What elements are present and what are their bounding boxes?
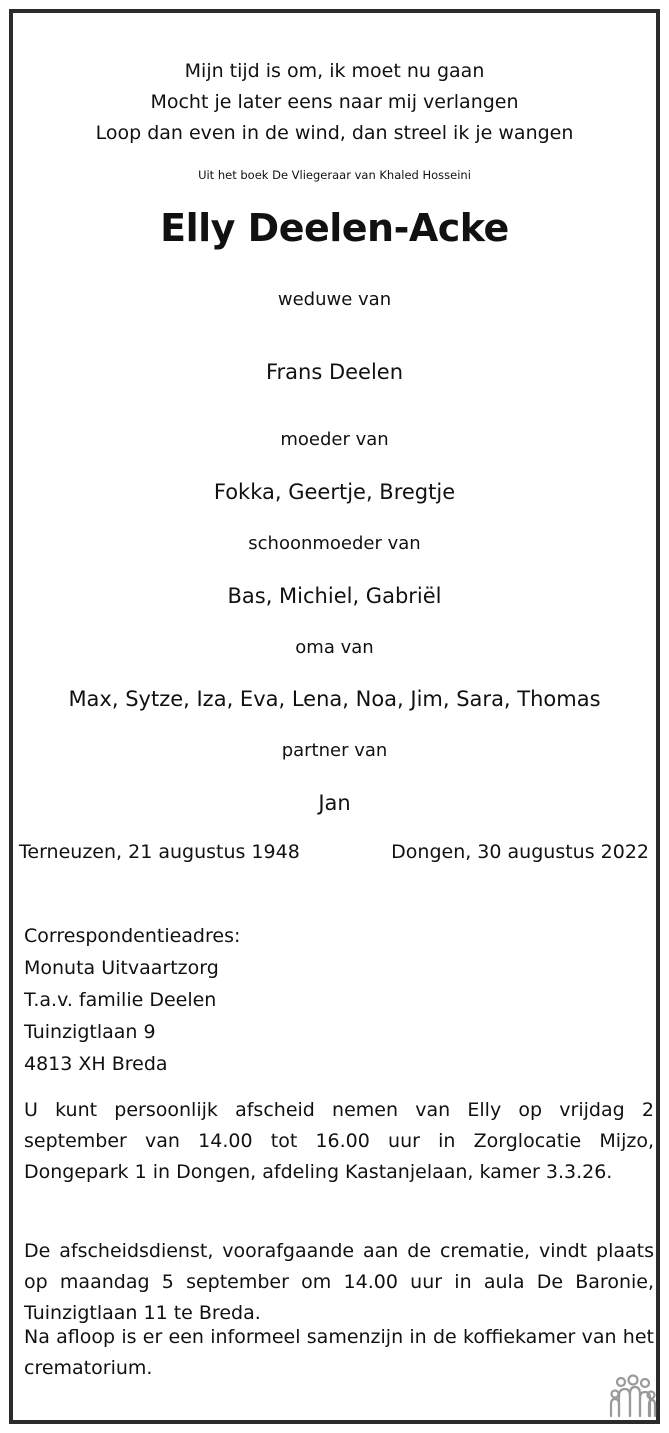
poem-source: Uit het boek De Vliegeraar van Khaled Hosseini — [198, 168, 471, 182]
relation-label: partner van — [281, 740, 388, 761]
address-line: T.a.v. familie Deelen — [24, 989, 217, 1011]
relation-label: weduwe van — [277, 289, 392, 310]
address-line: Monuta Uitvaartzorg — [24, 957, 219, 979]
relation-label: oma van — [295, 637, 374, 658]
address-line: Tuinzigtlaan 9 — [24, 1021, 156, 1043]
address-heading: Correspondentieadres: — [24, 925, 241, 947]
relation-names: Max, Sytze, Iza, Eva, Lena, Noa, Jim, Sara, Thomas — [68, 687, 601, 711]
relation-names: Jan — [318, 791, 351, 815]
birth-place-date: Terneuzen, 21 augustus 1948 — [19, 841, 300, 863]
relation-names: Fokka, Geertje, Bregtje — [213, 480, 456, 504]
people-group-icon — [607, 1374, 657, 1418]
poem-line: Mijn tijd is om, ik moet nu gaan — [184, 60, 485, 82]
poem-line: Mocht je later eens naar mij verlangen — [150, 91, 519, 113]
poem-line: Loop dan even in de wind, dan streel ik je wangen — [95, 122, 574, 144]
relation-label: moeder van — [280, 429, 389, 450]
relation-names: Frans Deelen — [265, 360, 404, 384]
correspondence-address — [24, 920, 240, 1080]
address-line: 4813 XH Breda — [24, 1053, 168, 1075]
death-place-date: Dongen, 30 augustus 2022 — [391, 841, 649, 863]
relation-label: schoonmoeder van — [248, 533, 421, 554]
viewing-paragraph: U kunt persoonlijk afscheid nemen van Elly op vrijdag 2 september van 14.00 tot 16.00 uur in Zorglocatie Mijzo, Dongepark 1 in Dongen, afdeling Kastanjelaan, kamer 3.3.26. — [24, 1099, 654, 1183]
service-paragraph: De afscheidsdienst, voorafgaande aan de crematie, vindt plaats op maandag 5 september om 14.00 uur in aula De Baronie, Tuinzigtlaan 11 te Breda. — [24, 1240, 654, 1324]
poem — [0, 56, 669, 149]
relation-names: Bas, Michiel, Gabriël — [227, 584, 442, 608]
gathering-paragraph: Na afloop is er een informeel samenzijn in de koffiekamer van het crematorium. — [24, 1326, 654, 1379]
deceased-name: Elly Deelen-Acke — [160, 206, 509, 250]
